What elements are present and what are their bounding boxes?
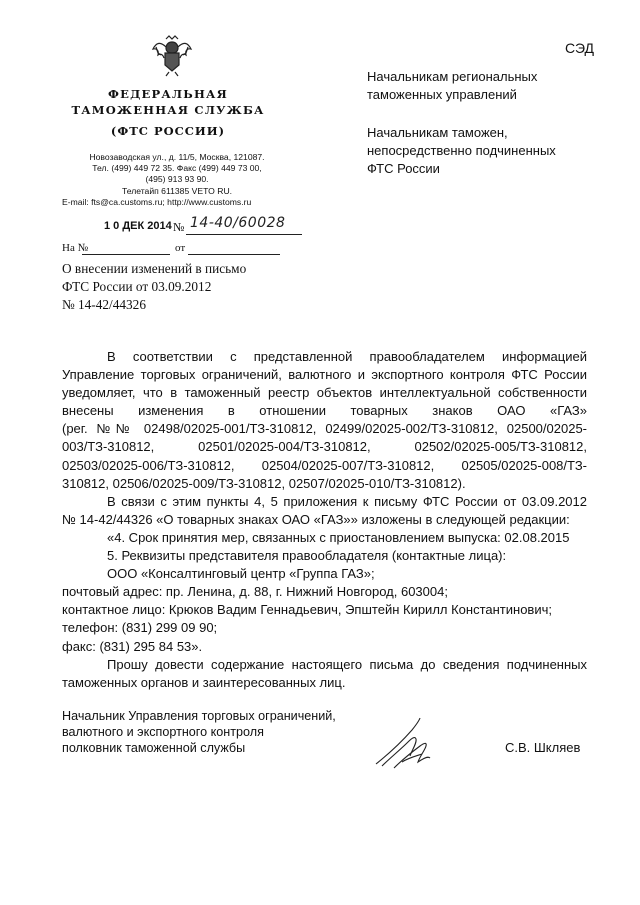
body-line: факс: (831) 295 84 53».: [62, 638, 203, 654]
body-line: внесены изменения в отношении товарных знаков ОАО «ГАЗ»: [62, 403, 587, 419]
registration-number-label: №: [173, 220, 185, 234]
reference-label: На №: [62, 242, 89, 254]
addressee-line: ФТС России: [367, 161, 440, 176]
agency-address: Новозаводская ул., д. 11/5, Москва, 121087.: [89, 152, 265, 162]
signatory-name: С.В. Шкляев: [505, 740, 581, 755]
signatory-title-line: полковник таможенной службы: [62, 741, 246, 755]
body-line: 003/ТЗ-310812, 02501/02025-004/ТЗ-310812, 02502/02025-005/ТЗ-310812,: [62, 439, 587, 455]
reference-date-line: [188, 254, 280, 255]
addressee-regional: [367, 68, 537, 104]
agency-name-line1: ФЕДЕРАЛЬНАЯ: [108, 87, 228, 101]
letter-body: [62, 348, 587, 692]
agency-teletype: Телетайп 611385 VETO RU.: [121, 185, 233, 196]
body-line: Прошу довести содержание настоящего письма до сведения подчиненных: [107, 656, 587, 672]
coat-of-arms-emblem: [150, 33, 194, 77]
body-line: 310812, 02506/02025-009/ТЗ-310812, 02507/02025-010/ТЗ-310812).: [62, 475, 466, 491]
addressee-line: Начальникам таможен,: [367, 125, 508, 140]
addressee-line: таможенных управлений: [367, 87, 517, 102]
body-line: № 14-42/44326 «О товарных знаках ОАО «ГАЗ»» изложены в следующей редакции:: [62, 511, 570, 527]
handwritten-signature: [372, 712, 444, 772]
signatory-title-line: валютного и экспортного контроля: [62, 725, 264, 739]
subject-line-2: ФТС России от 03.09.2012: [62, 279, 212, 294]
body-line: таможенных органов и заинтересованных лиц.: [62, 674, 346, 690]
subject-line-3: № 14-42/44326: [62, 297, 146, 312]
body-line: уведомляет, что в таможенный реестр объектов интеллектуальной собственности: [62, 385, 587, 401]
body-line: 02503/02025-006/ТЗ-310812, 02504/02025-007/ТЗ-310812, 02505/02025-008/ТЗ-: [62, 457, 587, 473]
registration-underline: [186, 234, 302, 235]
agency-phones: Тел. (499) 449 72 35. Факс (499) 449 73 00,: [92, 163, 262, 174]
agency-name: [68, 86, 268, 118]
addressee-line: Начальникам региональных: [367, 69, 538, 84]
body-line: 5. Реквизиты представителя правообладателя (контактные лица):: [107, 548, 507, 564]
body-line: контактное лицо: Крюков Вадим Геннадьевич, Эпштейн Кирилл Константинович;: [62, 602, 552, 618]
agency-email: E-mail: fts@ca.customs.ru; http://www.customs.ru: [62, 196, 252, 207]
agency-phones-2: (495) 913 93 90.: [145, 174, 209, 185]
signatory-title: [62, 708, 336, 756]
sed-marker: СЭД: [565, 40, 595, 56]
letter-subject: [62, 260, 246, 314]
body-line: В связи с этим пункты 4, 5 приложения к письму ФТС России от 03.09.2012: [107, 493, 587, 509]
addressee-customs: [367, 124, 556, 178]
reference-number-line: [82, 254, 170, 255]
signatory-title-line: Начальник Управления торговых ограничений,: [62, 709, 336, 723]
body-line: «4. Срок принятия мер, связанных с приостановлением выпуска: 02.08.2015: [107, 529, 570, 545]
agency-contacts: [62, 152, 292, 208]
addressee-line: непосредственно подчиненных: [367, 143, 556, 158]
reference-from-label: от: [175, 242, 186, 254]
registration-number: 14-40/60028: [190, 215, 286, 231]
body-line: почтовый адрес: пр. Ленина, д. 88, г. Нижний Новгород, 603004;: [62, 584, 448, 600]
body-line: Управление торговых ограничений, валютного и экспортного контроля ФТС России: [62, 367, 587, 383]
agency-short-name: (ФТС РОССИИ): [110, 124, 226, 138]
registration-date: 1 0 ДЕК 2014: [104, 220, 172, 232]
agency-name-line2: ТАМОЖЕННАЯ СЛУЖБА: [71, 103, 265, 117]
body-line: телефон: (831) 299 09 90;: [62, 620, 218, 636]
body-line: ООО «Консалтинговый центр «Группа ГАЗ»;: [107, 566, 375, 582]
subject-line-1: О внесении изменений в письмо: [62, 261, 247, 276]
body-line: В соответствии с представленной правообладателем информацией: [107, 349, 587, 364]
body-line: (рег. №№ 02498/02025-001/ТЗ-310812, 02499/02025-002/ТЗ-310812, 02500/02025-: [62, 421, 587, 437]
